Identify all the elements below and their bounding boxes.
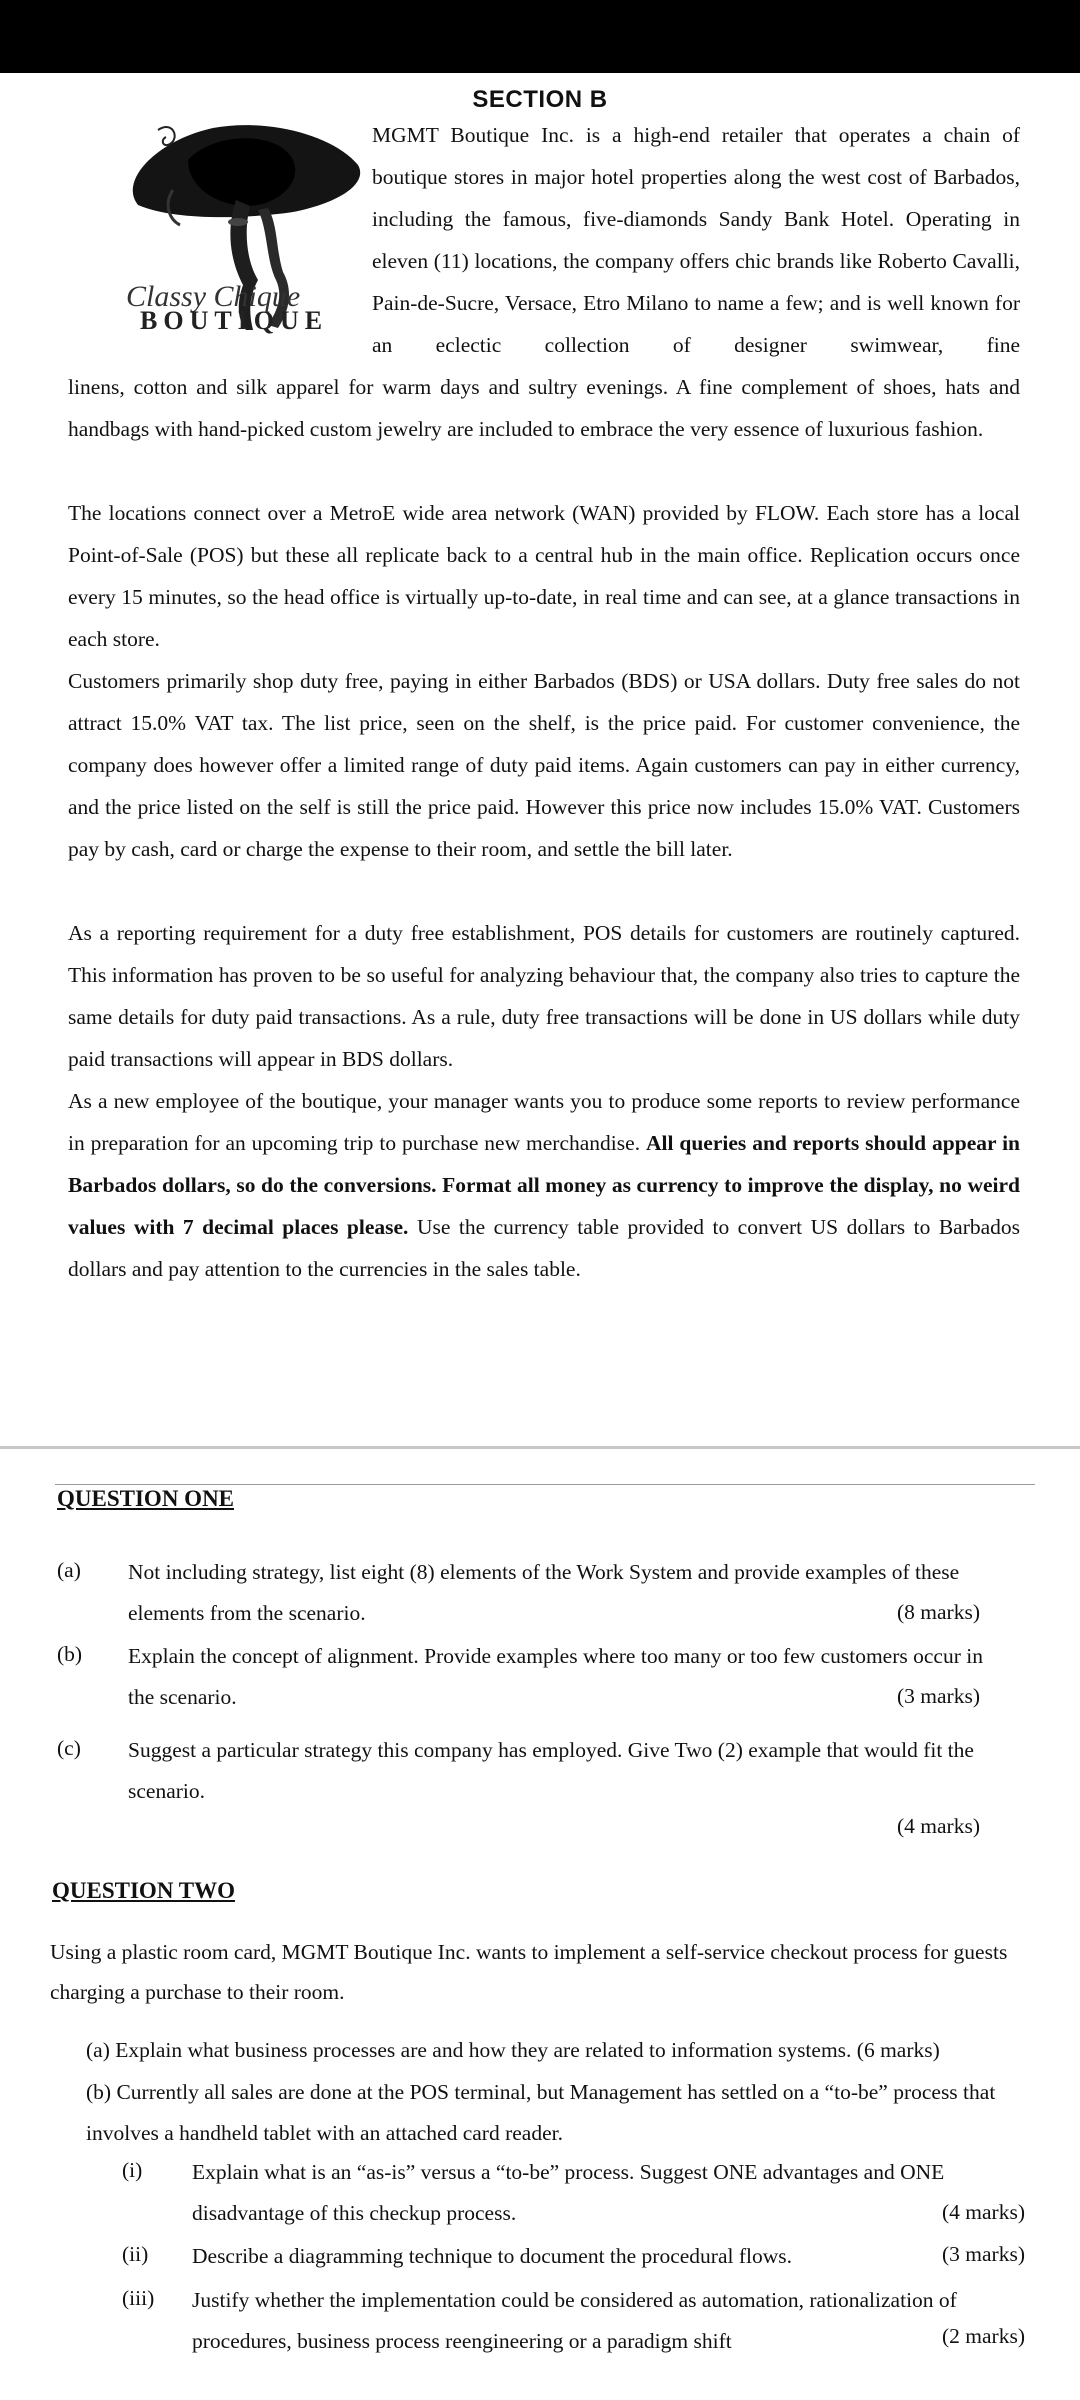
q2-intro: Using a plastic room card, MGMT Boutique Inc. wants to implement a self-service checkout process for guests charging a purchase to their room.: [50, 1940, 1008, 2004]
q1-item-c-marks: (4 marks): [897, 1814, 980, 1838]
q2-sub-ii-marks: (3 marks): [942, 2242, 1025, 2266]
logo-wordmark: [140, 306, 328, 336]
q2-sub-ii-label: (ii): [122, 2242, 149, 2266]
p5-end: Use the currency table provided to convert US dollars to Barbados dollars and pay attention to the currencies in the sales table.: [68, 1215, 1021, 1281]
scenario-paragraph-4: As a reporting requirement for a duty free establishment, POS details for customers are routinely captured. This information has proven to be so useful for analyzing behaviour that, the company also tries to capture the same details for duty paid transactions. As a rule, duty free transactions will be done in US dollars while duty paid transactions will appear in BDS dollars.: [68, 921, 1020, 1071]
q1-item-c-label: (c): [57, 1736, 81, 1760]
q2-sub-ii-text: Describe a diagramming technique to document the procedural flows.: [192, 2244, 793, 2268]
logo-line1: Classy Chique: [126, 280, 301, 313]
q1-item-b-marks: (3 marks): [897, 1684, 980, 1708]
section-title: SECTION B: [472, 86, 608, 113]
question-one-heading: QUESTION ONE: [57, 1486, 235, 1511]
q2-sub-i-label: (i): [122, 2158, 143, 2182]
scenario-paragraph-1-bottom: linens, cotton and silk apparel for warm days and sultry evenings. A fine complement of shoes, hats and handbags with hand-picked custom jewelry are included to embrace the very essence of luxurious fashion.: [68, 375, 1020, 441]
q1-item-a-text: Not including strategy, list eight (8) elements of the Work System and provide examples of these elements from the scenario.: [128, 1560, 960, 1625]
scenario-paragraph-2: The locations connect over a MetroE wide area network (WAN) provided by FLOW. Each store has a local Point-of-Sale (POS) but these all replicate back to a central hub in the main office. Replication occurs once every 15 minutes, so the head office is virtually up-to-date, in real time and can see, at a glance transactions in each store.: [68, 501, 1020, 651]
logo-line2: BOUTIQUE: [140, 306, 329, 335]
p5-start: As a new employee of the boutique, your manager wants you to produce some reports to review performance in preparation for an upcoming trip to purchase new merchandise.: [68, 1089, 1020, 1155]
q1-item-c-text: Suggest a particular strategy this company has employed. Give Two (2) example that would fit the scenario.: [128, 1738, 974, 1803]
q2-sub-iii-label: (iii): [122, 2286, 155, 2310]
q2-part-a: (a) Explain what business processes are and how they are related to information systems. (6 marks): [86, 2038, 940, 2062]
scan-line: [55, 1484, 1035, 1485]
scenario-paragraph-1-top: MGMT Boutique Inc. is a high-end retailer that operates a chain of boutique stores in major hotel properties along the west cost of Barbados, including the famous, five-diamonds Sandy Bank Hotel. Operating in eleven (11) locations, the company offers chic brands like Roberto Cavalli, Pain-de-Sucre, Versace, Etro Milano to name a few; and is well known for an eclectic collection of designer swimwear, fine: [372, 123, 1020, 357]
p5-bold-instructions: All queries and reports should appear in Barbados dollars, so do the conversions. Format all money as currency to improve the display, no weird values with 7 decimal places please.: [68, 1131, 1021, 1239]
scenario-paragraph-5: [68, 1080, 1020, 1290]
q1-item-a-marks: (8 marks): [897, 1600, 980, 1624]
q1-item-b-text: Explain the concept of alignment. Provide examples where too many or too few customers occur in the scenario.: [128, 1644, 983, 1709]
question-two-heading: QUESTION TWO: [52, 1878, 235, 1903]
q2-part-b: (b) Currently all sales are done at the POS terminal, but Management has settled on a “to-be” process that involves a handheld tablet with an attached card reader.: [86, 2080, 996, 2145]
top-black-bar: [0, 0, 1080, 73]
page-divider: [0, 1446, 1080, 1449]
q1-item-a-label: (a): [57, 1558, 81, 1582]
q2-sub-iii-marks: (2 marks): [942, 2324, 1025, 2348]
q2-sub-iii-text: Justify whether the implementation could be considered as automation, rationalization of procedures, business process reengineering or a paradigm shift: [192, 2288, 957, 2353]
q2-sub-i-text: Explain what is an “as-is” versus a “to-be” process. Suggest ONE advantages and ONE disadvantage of this checkup process.: [192, 2160, 945, 2225]
q1-item-b-label: (b): [57, 1642, 83, 1666]
scenario-paragraph-3: Customers primarily shop duty free, paying in either Barbados (BDS) or USA dollars. Duty free sales do not attract 15.0% VAT tax. The list price, seen on the shelf, is the price paid. For customer convenience, the company does however offer a limited range of duty paid items. Again customers can pay in either currency, and the price listed on the self is still the price paid. However this price now includes 15.0% VAT. Customers pay by cash, card or charge the expense to their room, and settle the bill later.: [68, 669, 1020, 861]
q2-sub-i-marks: (4 marks): [942, 2200, 1025, 2224]
